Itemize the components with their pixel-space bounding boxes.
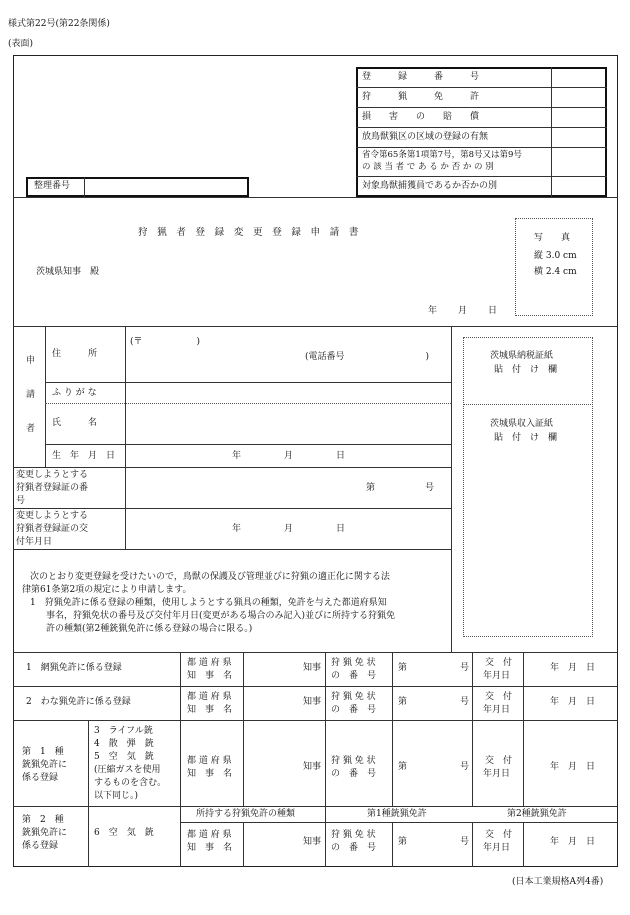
gun1-label-2: 銃猟免許に — [22, 760, 68, 770]
gun2-go: 号 — [460, 837, 470, 847]
gun1-pref-label-1: 都 道 府 県 — [187, 756, 232, 766]
gun1-issue-label-2: 年月日 — [483, 769, 511, 779]
gun1-item-airgun: 5 空 気 銃 — [94, 752, 154, 762]
net-dai: 第 — [398, 663, 408, 673]
photo-width: 横 2.4 cm — [534, 267, 577, 277]
photo-label: 写 真 — [534, 233, 571, 243]
gun1-issue-label-1: 交 付 — [485, 756, 513, 766]
gun1-dai: 第 — [398, 762, 408, 772]
birth-day: 日 — [336, 451, 346, 461]
gun2-label-1: 第 2 種 — [22, 815, 64, 825]
date-year: 年 — [428, 306, 438, 316]
statement-line-3: 1 狩猟免許に係る登録の種類，使用しようとする猟具の種類，免許を与えた都道府県知 — [30, 598, 387, 608]
capture-staff-label: 対象鳥獣捕獲員であるか否かの別 — [362, 181, 498, 191]
change-number-label-1: 変更しようとする — [16, 470, 89, 480]
change-date-label-3: 付年月日 — [16, 537, 53, 547]
change-number-label-2: 狩猟者登録証の番 — [16, 483, 89, 493]
address-label: 住 所 — [52, 349, 98, 359]
phone-number[interactable]: (電話番号 ) — [305, 352, 430, 362]
ordinance-applicability-label: 省令第65条第1項第7号，第8号又は第9号 — [362, 150, 522, 160]
statement-line-1: 次のとおり変更登録を受けたいので，鳥獣の保護及び管理並びに狩猟の適正化に関する法 — [30, 572, 390, 582]
postal-code[interactable]: (〒 ) — [130, 337, 201, 347]
trap-pref-label-1: 都 道 府 県 — [187, 692, 232, 702]
trap-license-no-label-2: の 番 号 — [331, 705, 377, 715]
form-title: 狩 猟 者 登 録 変 更 登 録 申 請 書 — [138, 227, 362, 238]
gun1-item-rifle: 3 ライフル銃 — [94, 726, 153, 736]
revenue-stamp-label: 茨城県収入証紙 — [490, 419, 554, 429]
gun2-license-no-label-1: 狩 猟 免 状 — [331, 830, 376, 840]
statement-line-4: 事名，狩猟免状の番号及び交付年月日(変更がある場合のみ記入)並びに所持する狩猟免 — [46, 611, 396, 621]
hunting-license-label: 狩 猟 免 許 — [362, 92, 480, 102]
gun1-label-3: 係る登録 — [22, 773, 59, 783]
trap-license-label: 2 わな猟免許に係る登録 — [26, 697, 131, 707]
photo-height: 縦 3.0 cm — [534, 251, 577, 261]
net-license-no-label-2: の 番 号 — [331, 671, 377, 681]
held-license-types-label: 所持する狩猟免許の種類 — [196, 809, 296, 819]
change-date-month: 月 — [284, 524, 294, 534]
reference-number-box — [26, 177, 249, 197]
trap-pref-label-2: 知 事 名 — [187, 705, 233, 715]
damage-compensation-label: 損 害 の 賠 償 — [362, 112, 480, 122]
change-date-label-2: 狩猟者登録証の交 — [16, 524, 89, 534]
gun2-issue-label-2: 年月日 — [483, 843, 511, 853]
change-number-go: 号 — [425, 483, 435, 493]
revenue-stamp-label-2: 貼 付 け 欄 — [494, 433, 558, 443]
gun1-license-no-label-1: 狩 猟 免 状 — [331, 756, 376, 766]
gun1-item-shotgun: 4 散 弾 銃 — [94, 739, 154, 749]
net-pref-label-1: 都 道 府 県 — [187, 658, 232, 668]
change-date-label-1: 変更しようとする — [16, 511, 89, 521]
gun1-label-1: 第 1 種 — [22, 747, 64, 757]
gun1-chiji: 知事 — [303, 762, 322, 772]
applicant-label-3: 者 — [26, 424, 36, 434]
gun2-item-airgun: 6 空 気 銃 — [94, 828, 154, 838]
tax-stamp-label-2: 貼 付 け 欄 — [494, 365, 558, 375]
registration-info-table — [356, 67, 607, 197]
net-ymd: 年 月 日 — [550, 663, 596, 673]
gun2-dai: 第 — [398, 837, 408, 847]
change-date-year: 年 — [232, 524, 242, 534]
gun2-ymd: 年 月 日 — [550, 837, 596, 847]
date-day: 日 — [488, 306, 498, 316]
released-game-area-label: 放鳥獣猟区の区域の登録の有無 — [362, 132, 489, 142]
trap-license-no-label-1: 狩 猟 免 状 — [331, 692, 376, 702]
trap-dai: 第 — [398, 697, 408, 707]
gun1-go: 号 — [460, 762, 470, 772]
net-go: 号 — [460, 663, 470, 673]
furigana-label: ふ り が な — [52, 388, 97, 398]
trap-issue-label-1: 交 付 — [485, 692, 513, 702]
gun1-item-note-3: 以下同じ。) — [94, 791, 139, 801]
gun2-label-3: 係る登録 — [22, 841, 59, 851]
change-number-dai: 第 — [366, 483, 376, 493]
birthdate-label: 生 年 月 日 — [52, 451, 116, 461]
net-issue-label-1: 交 付 — [485, 658, 513, 668]
form-side: (表面) — [8, 39, 34, 49]
trap-go: 号 — [460, 697, 470, 707]
registration-number-label: 登 録 番 号 — [362, 72, 480, 82]
applicant-label-1: 申 — [26, 356, 36, 366]
birth-month: 月 — [284, 451, 294, 461]
gun2-issue-label-1: 交 付 — [485, 830, 513, 840]
reference-number-label: 整理番号 — [34, 181, 71, 191]
gun1-license-no-label-2: の 番 号 — [331, 769, 377, 779]
change-number-label-3: 号 — [16, 496, 26, 506]
gun2-license-no-label-2: の 番 号 — [331, 843, 377, 853]
gun2-pref-label-1: 都 道 府 県 — [187, 830, 232, 840]
trap-chiji: 知事 — [303, 697, 322, 707]
date-month: 月 — [458, 306, 468, 316]
first-class-gun-license-label: 第1種銃猟免許 — [367, 809, 427, 819]
trap-ymd: 年 月 日 — [550, 697, 596, 707]
gun1-item-note-2: するものを含む。 — [94, 778, 167, 788]
trap-issue-label-2: 年月日 — [483, 705, 511, 715]
tax-stamp-label: 茨城県納税証紙 — [490, 351, 554, 361]
gun1-item-note-1: (圧縮ガスを使用 — [94, 765, 161, 775]
form-number: 様式第22号(第22条関係) — [8, 19, 110, 29]
gun2-chiji: 知事 — [303, 837, 322, 847]
name-label: 氏 名 — [52, 418, 98, 428]
change-date-day: 日 — [336, 524, 346, 534]
net-chiji: 知事 — [303, 663, 322, 673]
net-issue-label-2: 年月日 — [483, 671, 511, 681]
gun2-pref-label-2: 知 事 名 — [187, 843, 233, 853]
statement-line-2: 律第61条第2項の規定により申請します。 — [22, 585, 192, 595]
gun2-label-2: 銃猟免許に — [22, 828, 68, 838]
stamp-area — [463, 337, 593, 637]
birth-year: 年 — [232, 451, 242, 461]
net-license-no-label-1: 狩 猟 免 状 — [331, 658, 376, 668]
net-license-label: 1 網猟免許に係る登録 — [26, 663, 122, 673]
ordinance-applicability-label-2: の 該 当 者 で あ る か 否 か の 別 — [362, 162, 494, 172]
applicant-label-2: 請 — [26, 390, 36, 400]
paper-size-note: (日本工業規格A列4番) — [512, 877, 604, 887]
gun1-pref-label-2: 知 事 名 — [187, 769, 233, 779]
addressee: 茨城県知事 殿 — [36, 267, 100, 277]
gun1-ymd: 年 月 日 — [550, 762, 596, 772]
second-class-gun-license-label: 第2種銃猟免許 — [507, 809, 567, 819]
net-pref-label-2: 知 事 名 — [187, 671, 233, 681]
statement-line-5: 許の種類(第2種銃猟免許に係る登録の場合に限る。) — [46, 624, 253, 634]
